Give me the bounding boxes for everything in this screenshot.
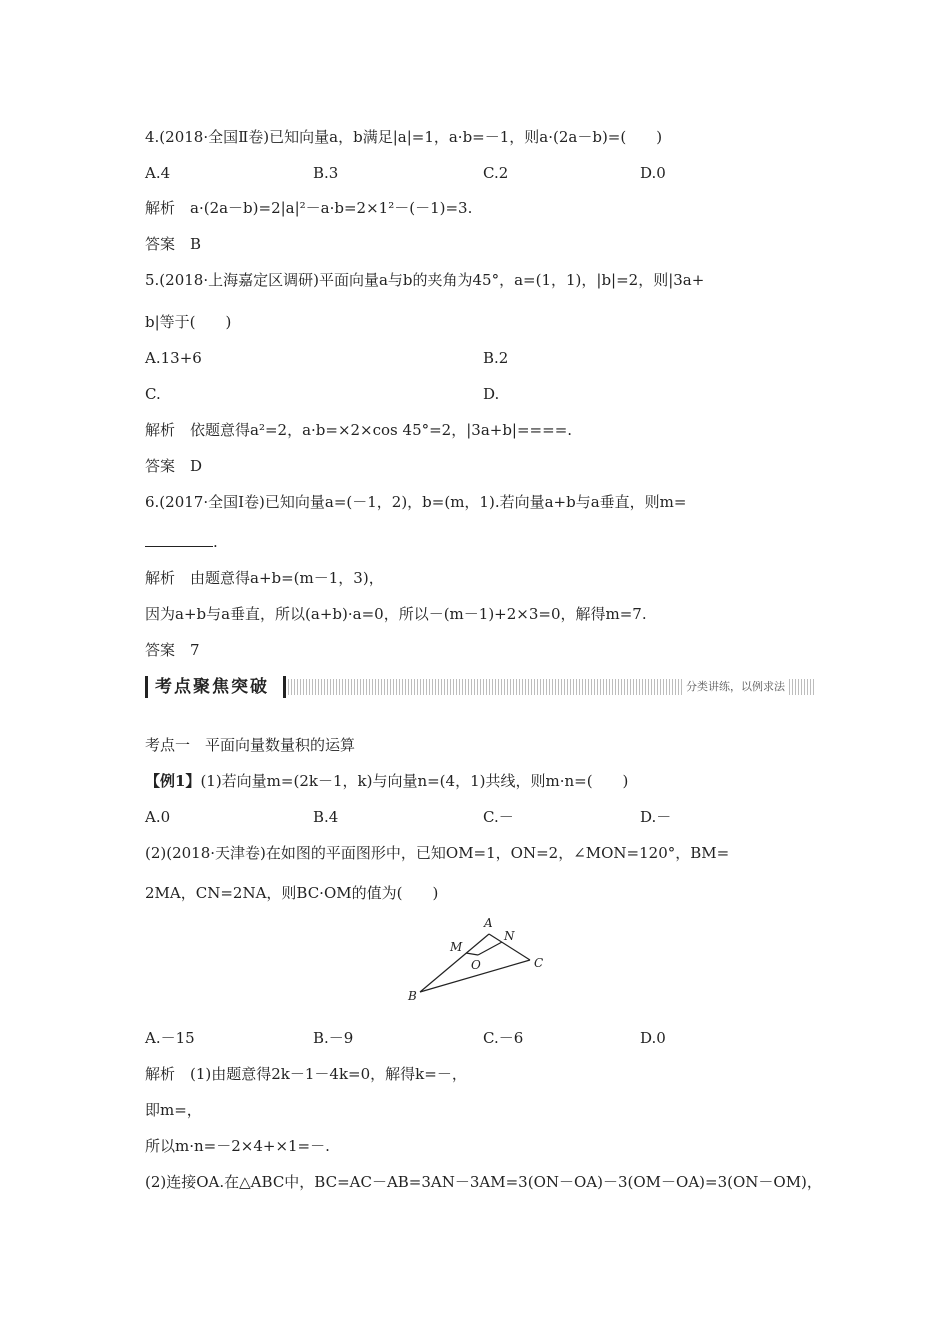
example-1-part1: (1)若向量m=(2k－1，k)与向量n=(4，1)共线，则m·n=( ) [200, 772, 629, 790]
q5-option-b: B.2 [483, 349, 509, 367]
q4-option-d: D.0 [640, 164, 666, 182]
label-a: A [484, 916, 493, 930]
q5-option-c: C. [145, 385, 161, 403]
q4-option-a: A.4 [145, 164, 171, 182]
banner-divider-bar [283, 676, 286, 698]
ex2-option-d: D.0 [640, 1029, 666, 1047]
solution-line1: 解析 (1)由题意得2k－1－4k=0，解得k=－， [145, 1065, 467, 1083]
ex2-option-c: C.－6 [483, 1029, 524, 1047]
q4-answer: 答案 B [145, 235, 202, 253]
q4-option-c: C.2 [483, 164, 509, 182]
label-c: C [534, 956, 544, 970]
q6-question-line2-suffix: . [213, 533, 218, 551]
ex1-option-c: C.－ [483, 808, 514, 826]
banner-title: 考点聚焦突破 [155, 677, 269, 697]
solution-line2: 即m=， [145, 1101, 202, 1119]
example-label: 【例1】 [145, 772, 201, 790]
q6-analysis-line1: 解析 由题意得a+b=(m－1，3)， [145, 569, 384, 587]
q4-option-b: B.3 [313, 164, 339, 182]
q6-analysis-line2: 因为a+b与a垂直，所以(a+b)·a=0，所以－(m－1)+2×3=0，解得m=7. [145, 605, 647, 623]
q5-answer: 答案 D [145, 457, 203, 475]
ex1-option-a: A.0 [145, 808, 171, 826]
banner-subtitle: 分类讲练，以例求法 [682, 677, 789, 697]
q6-question-line2 [145, 532, 218, 552]
q6-question-line1: 6.(2017·全国Ⅰ卷)已知向量a=(－1，2)，b=(m，1).若向量a+b与a垂直，则m= [145, 493, 687, 511]
answer-blank [145, 532, 213, 547]
solution-line4: (2)连接OA.在△ABC中，BC=AC－AB=3AN－3AM=3(ON－OA)－3(OM－OA)=3(ON－OM)， [145, 1173, 822, 1191]
section-banner [145, 676, 815, 698]
segment-on [478, 942, 502, 955]
example-1-question [145, 771, 628, 791]
ex2-option-a: A.－15 [145, 1029, 195, 1047]
ex2-question-line2: 2MA，CN=2NA，则BC·OM的值为( ) [145, 884, 439, 902]
q4-analysis: 解析 a·(2a－b)=2|a|²－a·b=2×1²－(－1)=3. [145, 199, 473, 217]
q5-option-a: A.13+6 [145, 349, 202, 367]
q5-analysis: 解析 依题意得a²=2，a·b=×2×cos 45°=2，|3a+b|====. [145, 421, 573, 439]
q5-question-line2: b|等于( ) [145, 313, 232, 331]
ex1-option-d: D.－ [640, 808, 672, 826]
q6-answer: 答案 7 [145, 641, 200, 659]
banner-left-bar [145, 676, 148, 698]
q5-option-d: D. [483, 385, 500, 403]
label-b: B [408, 989, 417, 1003]
ex2-option-b: B.－9 [313, 1029, 354, 1047]
triangle-figure [400, 912, 560, 1004]
q4-question: 4.(2018·全国Ⅱ卷)已知向量a，b满足|a|=1，a·b=－1，则a·(2a－b)=( ) [145, 128, 663, 146]
solution-line3: 所以m·n=－2×4+×1=－. [145, 1137, 330, 1155]
segment-mo [466, 953, 478, 955]
label-o: O [471, 958, 481, 972]
label-n: N [504, 929, 515, 943]
section-heading: 考点一 平面向量数量积的运算 [145, 736, 356, 754]
q5-question-line1: 5.(2018·上海嘉定区调研)平面向量a与b的夹角为45°，a=(1，1)，|b|=2，则|3a+ [145, 271, 705, 289]
ex1-option-b: B.4 [313, 808, 339, 826]
ex2-question-line1: (2)(2018·天津卷)在如图的平面图形中，已知OM=1，ON=2，∠MON=120°，BM= [145, 844, 730, 862]
label-m: M [450, 940, 463, 954]
